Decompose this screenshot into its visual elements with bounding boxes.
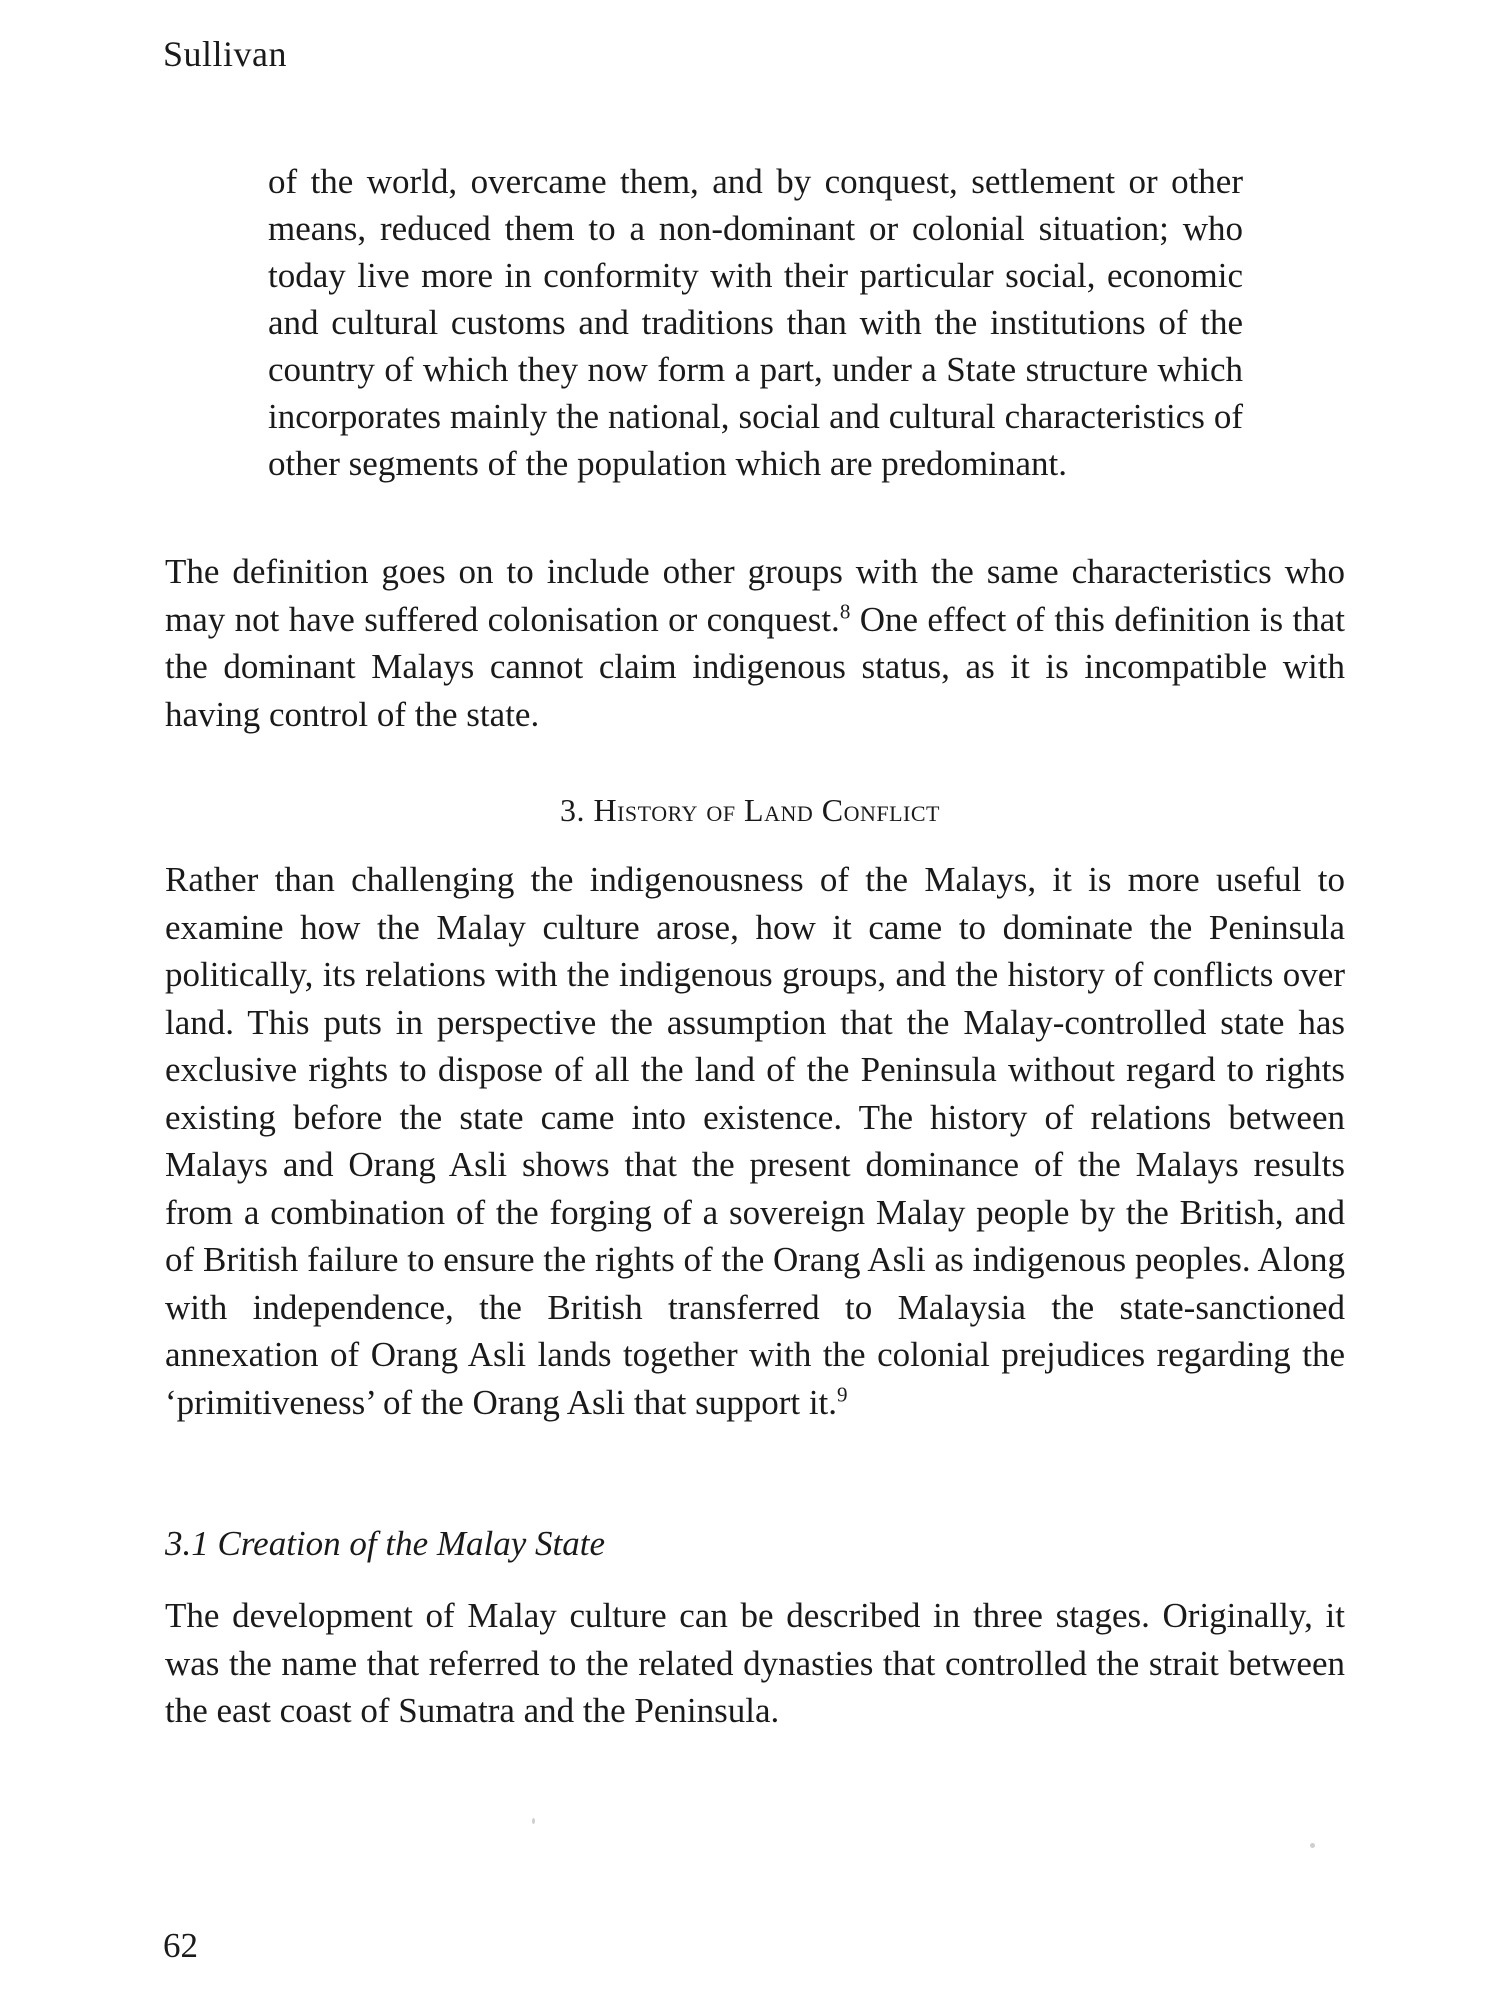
- footnote-ref[interactable]: 8: [839, 598, 851, 623]
- block-quote: of the world, overcame them, and by conquest, settlement or other means, reduced them to a non-dominant or colonial situation; who today live more in conformity with their particular social, economic and cultural customs and traditions than with the institutions of the country of which they now form a part, under a State structure which incorporates mainly the national, social and cultural characteristics of other segments of the population which are predominant.: [268, 162, 1243, 483]
- scan-speck: [1310, 1843, 1315, 1848]
- paragraph-malay-culture: The development of Malay culture can be described in three stages. Originally, it was the name that referred to the related dynasties that controlled the strait between the east coast of Sumatra and the Peninsula.: [165, 1596, 1345, 1730]
- paragraph-definition: [165, 548, 1345, 738]
- paragraph-text: Rather than challenging the indigenousness of the Malays, it is more useful to examine how the Malay culture arose, how it came to dominate the Peninsula politically, its relations with the indigenous groups, and the history of conflicts over land. This puts in perspective the assumption that the Malay-controlled state has exclusive rights to dispose of all the land of the Peninsula without regard to rights existing before the state came into existence. The history of relations between Malays and Orang Asli shows that the present dominance of the Malays results from a combination of the forging of a sovereign Malay people by the British, and of British failure to ensure the rights of the Orang Asli as indigenous peoples. Along with independence, the British transferred to Malaysia the state-sanctioned annexation of Orang Asli lands together with the colonial prejudices regarding the ‘primitiveness’ of the Orang Asli that support it.: [165, 860, 1345, 1422]
- running-head: Sullivan: [163, 34, 288, 74]
- subsection-heading: 3.1 Creation of the Malay State: [165, 1524, 606, 1563]
- paragraph-history: [165, 856, 1345, 1426]
- paragraph-text: One effect of this definition is that the dominant Malays cannot claim indigenous status, as it is incompatible with having control of the state.: [165, 599, 1345, 734]
- paragraph-text: The definition goes on to include other groups with the same characteristics who may not have suffered colonisation or conquest.: [165, 552, 1345, 639]
- footnote-ref[interactable]: 9: [837, 1381, 848, 1406]
- page-number: 62: [163, 1926, 198, 1965]
- scan-speck: [532, 1818, 535, 1824]
- section-heading: 3. History of Land Conflict: [559, 792, 940, 828]
